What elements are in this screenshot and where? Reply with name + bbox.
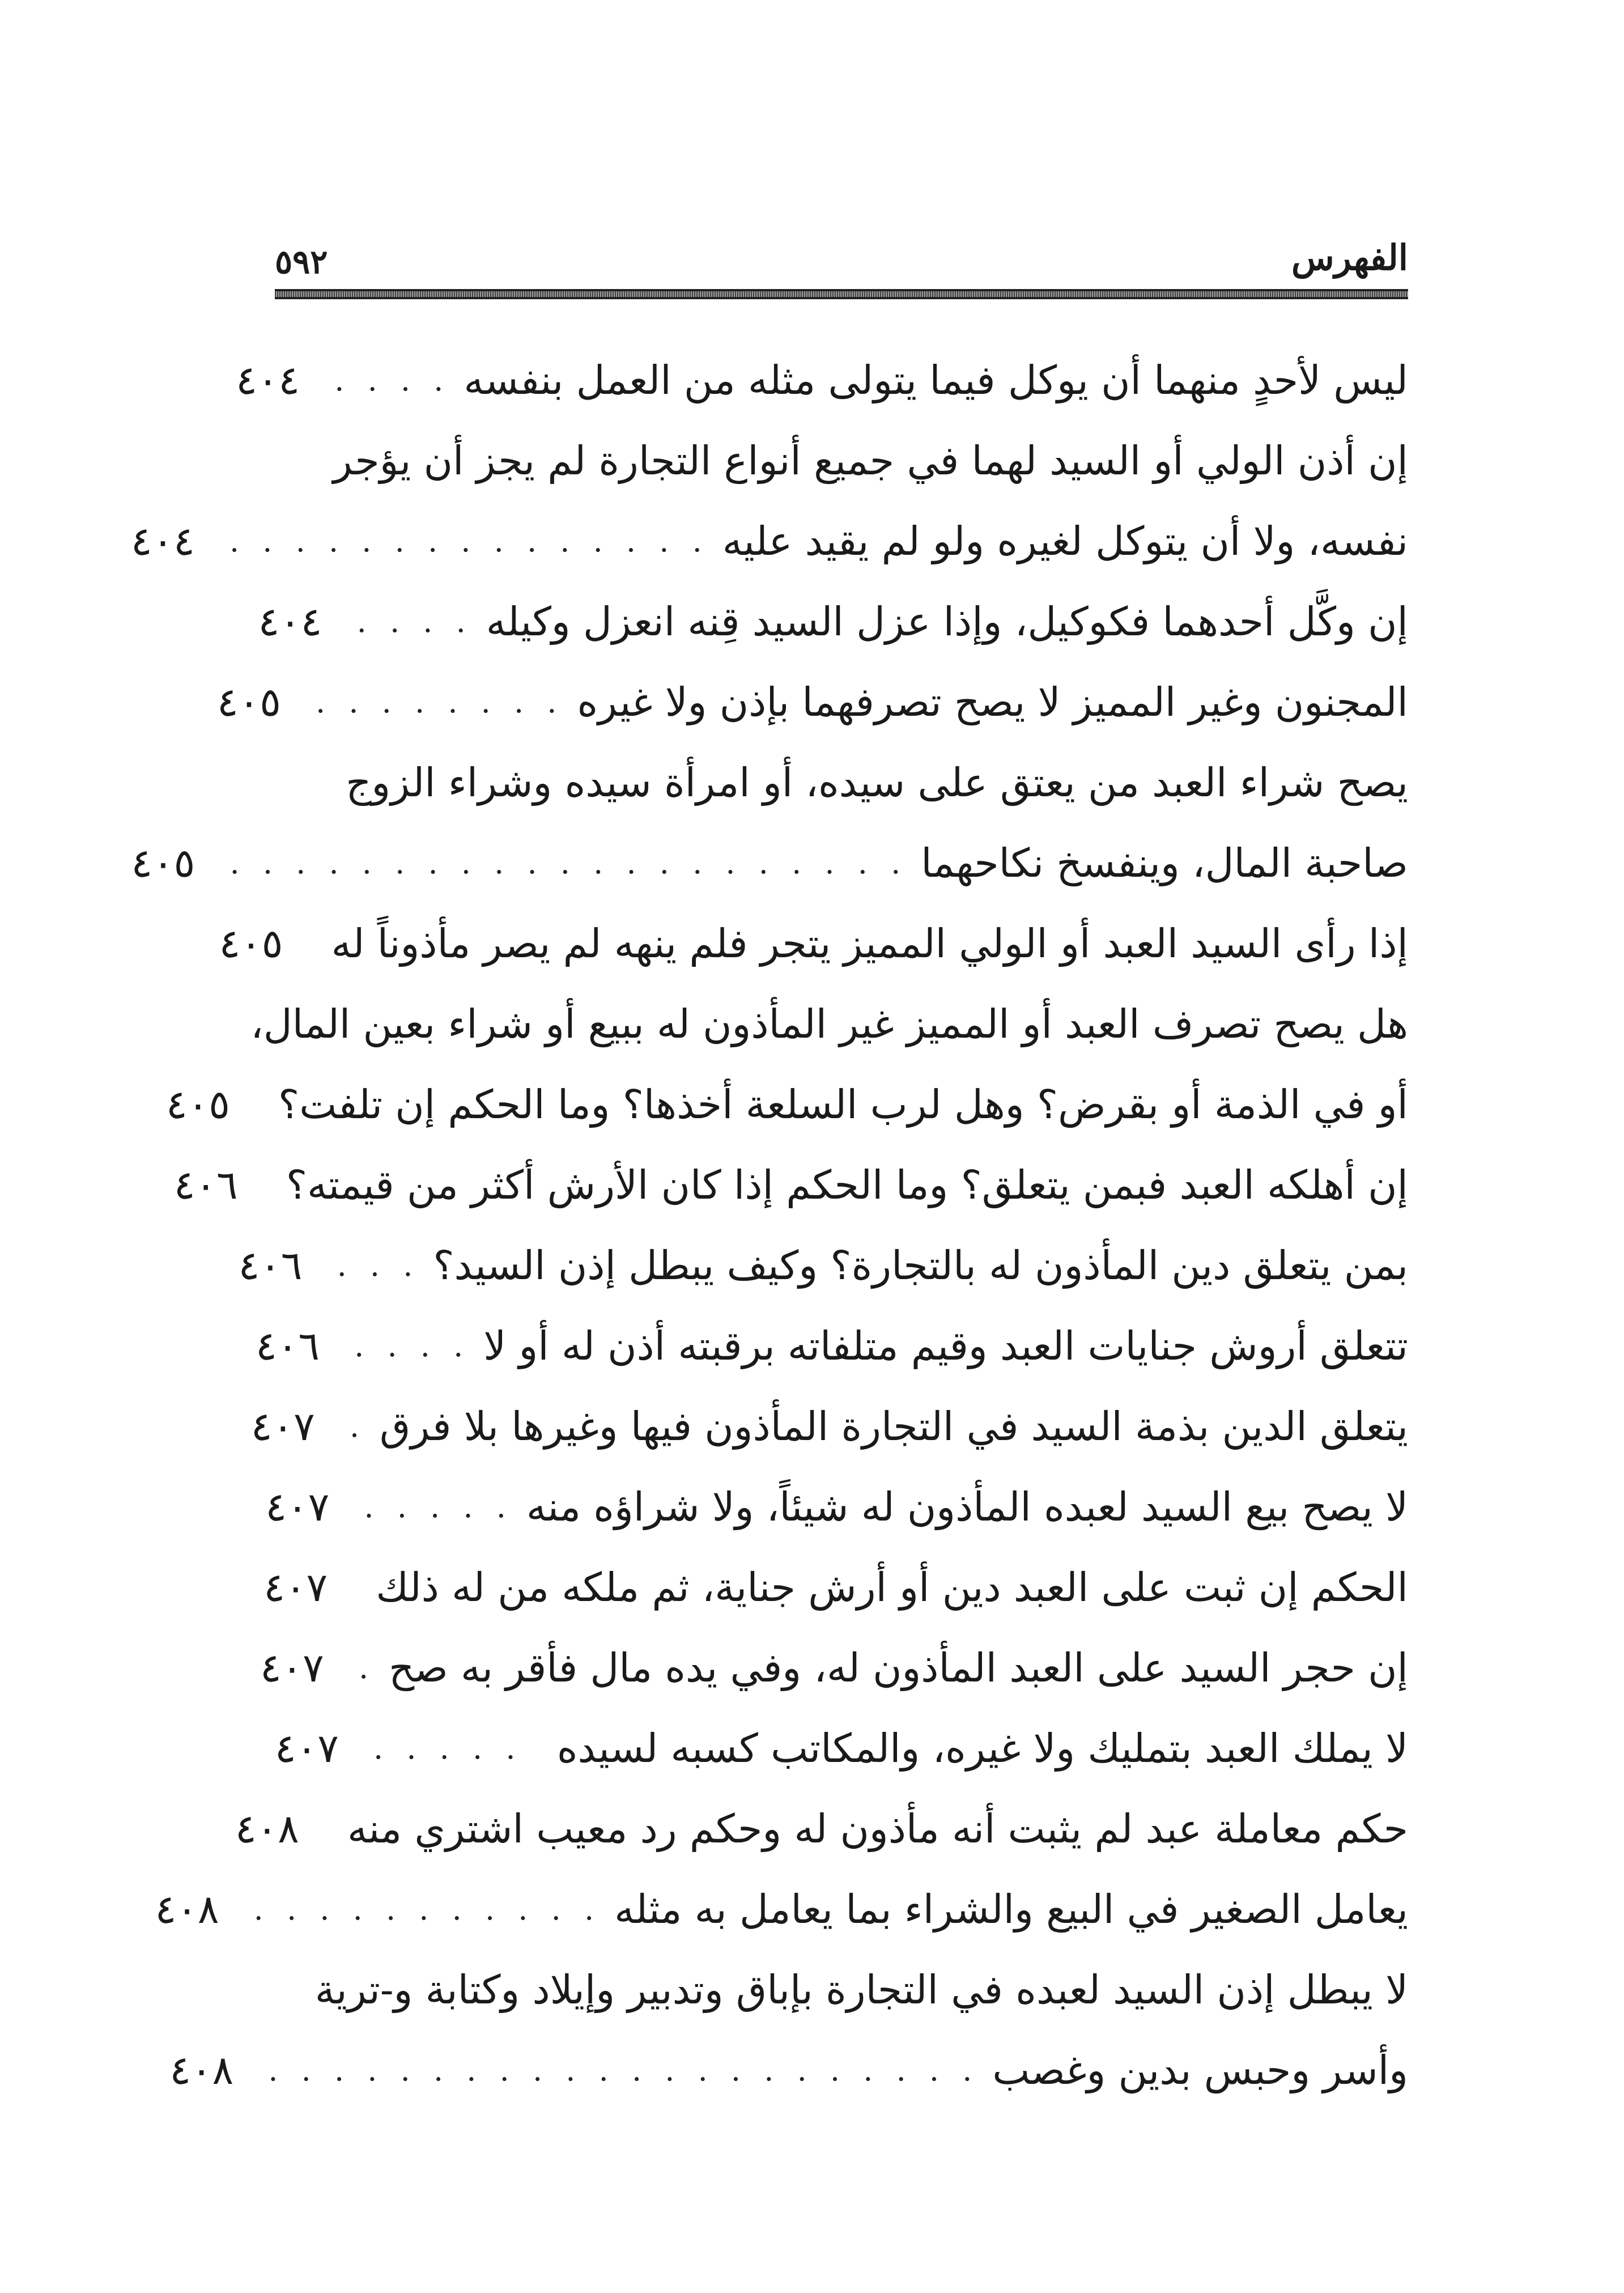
dot-leader: . . . . [354, 1328, 470, 1364]
index-entries [130, 340, 1408, 2111]
entry-page-number: ٤٠٧ [265, 1484, 330, 1530]
entry-page-number: ٤٠٧ [275, 1725, 339, 1772]
entry-page-number: ٤٠٦ [256, 1323, 320, 1369]
index-entry [217, 662, 1408, 742]
index-entry [275, 1708, 1408, 1789]
index-entry [155, 1869, 1408, 1950]
entry-page-number: ٤٠٤ [236, 357, 300, 404]
entry-text: نفسه، ولا أن يتوكل لغيره ولو لم يقيد عليه [722, 518, 1408, 564]
entry-text: إن أهلكه العبد فبمن يتعلق؟ وما الحكم إذا كان الأرش أكثر من قيمته؟ [286, 1162, 1408, 1208]
dot-leader: . [358, 1650, 376, 1685]
index-entry [131, 823, 1408, 903]
dot-leader: . . . . . [373, 1730, 522, 1766]
index-entry [166, 1064, 1408, 1145]
entry-text: إذا رأى السيد العبد أو الولي المميز يتجر فلم ينهه لم يصر مأذوناً له [331, 920, 1408, 967]
entry-page-number: ٤٠٧ [250, 1403, 315, 1450]
entry-text: ليس لأحدٍ منهما أن يوكل فيما يتولى مثله من العمل بنفسه [464, 357, 1408, 404]
index-entry [256, 1306, 1408, 1386]
entry-text: أو في الذمة أو بقرض؟ وهل لرب السلعة أخذها؟ وما الحكم إن تلفت؟ [278, 1081, 1408, 1128]
entry-page-number: ٤٠٤ [130, 518, 195, 564]
index-entry [275, 1950, 1408, 2030]
dot-leader: . [349, 1408, 367, 1444]
entry-text: يصح شراء العبد من يعتق على سيده، أو امرأة سيده وشراء الزوج [346, 759, 1408, 806]
entry-text: يتعلق الدين بذمة السيد في التجارة المأذون فيها وغيرها بلا فرق [380, 1403, 1408, 1450]
dot-leader: . . . . . . . . . . . . . . . . . . . . . [229, 845, 908, 881]
entry-page-number: ٤٠٥ [219, 920, 283, 967]
entry-page-number: ٤٠٧ [263, 1564, 328, 1611]
index-entry [173, 1145, 1408, 1225]
index-entry [260, 1628, 1408, 1708]
entry-text: المجنون وغير المميز لا يصح تصرفهما بإذن ولا غيره [577, 679, 1408, 725]
entry-page-number: ٤٠٧ [260, 1645, 324, 1691]
entry-text: الحكم إن ثبت على العبد دين أو أرش جناية، ثم ملكه من له ذلك [376, 1564, 1408, 1611]
entry-page-number: ٤٠٦ [173, 1162, 238, 1208]
entry-page-number: ٤٠٤ [258, 598, 322, 645]
dot-leader: . . . . . . . . . . . [253, 1891, 601, 1927]
index-entry [219, 903, 1408, 984]
header-rule [275, 289, 1408, 299]
index-entry [250, 984, 1408, 1064]
dot-leader: . . . [337, 1247, 420, 1283]
entry-page-number: ٤٠٨ [235, 1806, 299, 1852]
entry-page-number: ٤٠٥ [217, 679, 281, 725]
dot-leader: . . . . . . . . . . . . . . . . . . . . . . [268, 2052, 979, 2088]
index-entry [275, 742, 1408, 823]
index-entry [263, 1547, 1408, 1628]
index-entry [265, 1467, 1408, 1547]
entry-text: يعامل الصغير في البيع والشراء بما يعامل به مثله [614, 1886, 1408, 1933]
running-title: الفهرس [1291, 237, 1408, 278]
entry-text: تتعلق أروش جنايات العبد وقيم متلفاته برقبته أذن له أو لا [483, 1323, 1408, 1369]
entry-page-number: ٤٠٥ [131, 840, 195, 886]
index-entry [169, 2030, 1408, 2111]
entry-page-number: ٤٠٨ [155, 1886, 219, 1933]
entry-page-number: ٤٠٦ [238, 1242, 303, 1289]
entry-text: لا يملك العبد بتمليك ولا غيره، والمكاتب كسبه لسيده [556, 1725, 1408, 1772]
index-entry [250, 1386, 1408, 1467]
dot-leader: . . . . . [364, 1489, 513, 1525]
dot-leader: . . . . . . . . [316, 684, 564, 720]
index-entry [235, 1789, 1408, 1869]
index-entry [275, 421, 1408, 501]
dot-leader: . . . . . . . . . . . . . . . [229, 523, 709, 559]
page-number: ٥٩٢ [275, 243, 328, 281]
entry-text: حكم معاملة عبد لم يثبت أنه مأذون له وحكم رد معيب اشتري منه [347, 1806, 1408, 1852]
entry-page-number: ٤٠٥ [166, 1081, 230, 1128]
index-entry [258, 581, 1408, 662]
entry-text: إن أذن الولي أو السيد لهما في جميع أنواع التجارة لم يجز أن يؤجر [333, 438, 1408, 484]
entry-text: هل يصح تصرف العبد أو المميز غير المأذون له ببيع أو شراء بعين المال، [250, 1001, 1408, 1047]
page-header [275, 230, 1408, 292]
entry-text: لا يصح بيع السيد لعبده المأذون له شيئاً، ولا شراؤه منه [526, 1484, 1408, 1530]
dot-leader: . . . . [356, 604, 473, 639]
entry-text: إن حجر السيد على العبد المأذون له، وفي يده مال فأقر به صح [389, 1645, 1408, 1691]
entry-text: صاحبة المال، وينفسخ نكاحهما [921, 840, 1408, 886]
entry-text: وأسر وحبس بدين وغصب [992, 2047, 1408, 2094]
entry-text: إن وكَّل أحدهما فكوكيل، وإذا عزل السيد قِنه انعزل وكيله [486, 598, 1408, 645]
dot-leader: . . . . [334, 362, 450, 398]
entry-text: بمن يتعلق دين المأذون له بالتجارة؟ وكيف يبطل إذن السيد؟ [433, 1242, 1408, 1289]
entry-page-number: ٤٠٨ [169, 2047, 234, 2094]
entry-text: لا يبطل إذن السيد لعبده في التجارة بإباق وتدبير وإيلاد وكتابة و-ترية [314, 1967, 1408, 2013]
index-entry [238, 1225, 1408, 1306]
index-entry [236, 340, 1408, 421]
index-entry [130, 501, 1408, 581]
